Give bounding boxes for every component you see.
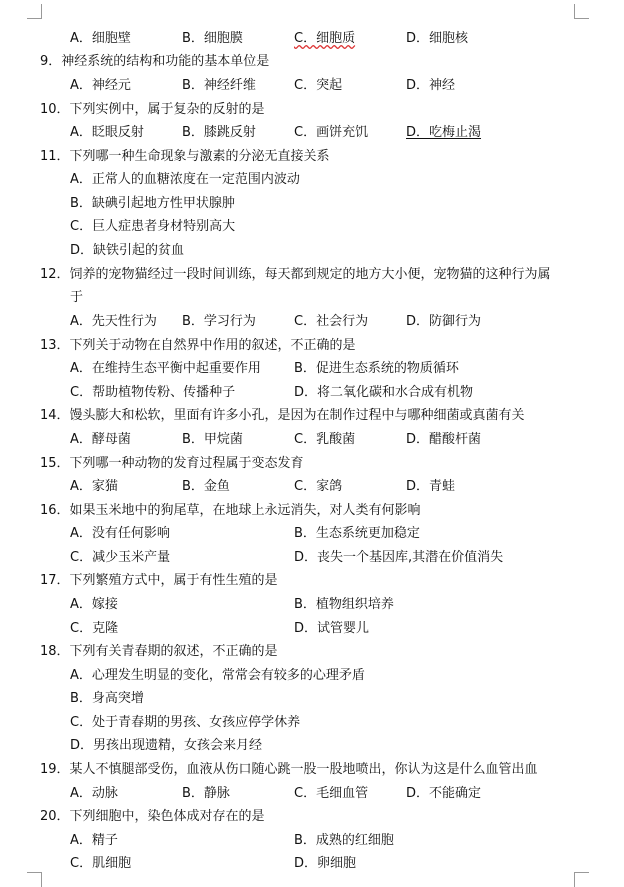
q17-option-c: C．克隆: [70, 621, 119, 636]
q15-option-b: B．金鱼: [182, 479, 230, 494]
q8-option-d: D．细胞核: [406, 31, 469, 46]
q11-stem: 11．下列哪一种生命现象与激素的分泌无直接关系: [40, 149, 330, 164]
q20-option-d: D．卵细胞: [294, 856, 357, 871]
q16-stem: 16．如果玉米地中的狗尾草，在地球上永远消失，对人类有何影响: [40, 503, 421, 518]
q15-option-a: A．家猫: [70, 479, 118, 494]
q20-option-a: A．精子: [70, 833, 118, 848]
q10-stem: 10．下列实例中，属于复杂的反射的是: [40, 102, 265, 117]
crop-mark-bottom-right: [574, 872, 589, 887]
q18-stem: 18．下列有关青春期的叙述，不正确的是: [40, 644, 278, 659]
q16-option-c: C．减少玉米产量: [70, 550, 171, 565]
q13-option-b: B．促进生态系统的物质循环: [294, 361, 459, 376]
q15-option-d: D．青蛙: [406, 479, 456, 494]
q17-stem: 17．下列繁殖方式中，属于有性生殖的是: [40, 573, 278, 588]
q19-option-c: C．毛细血管: [294, 786, 369, 801]
q15-stem: 15．下列哪一种动物的发育过程属于变态发育: [40, 456, 304, 471]
q8-option-c: C．细胞质: [294, 31, 356, 46]
q8-option-b: B．细胞膜: [182, 31, 243, 46]
q12-option-b: B．学习行为: [182, 314, 256, 329]
q8-option-a: A．细胞壁: [70, 31, 131, 46]
q9-option-b: B．神经纤维: [182, 78, 256, 93]
crop-mark-top-left: [27, 4, 42, 19]
q17-option-a: A．嫁接: [70, 597, 118, 612]
q16-option-d: D．丧失一个基因库,其潜在价值消失: [294, 550, 504, 565]
q10-option-c: C．画饼充饥: [294, 125, 369, 140]
q9-option-c: C．突起: [294, 78, 343, 93]
q18-option-b: B．身高突增: [70, 691, 144, 706]
q14-option-a: A．酵母菌: [70, 432, 131, 447]
q12-option-a: A．先天性行为: [70, 314, 157, 329]
q19-option-a: A．动脉: [70, 786, 118, 801]
q20-stem: 20．下列细胞中，染色体成对存在的是: [40, 809, 265, 824]
q10-option-a: A．眨眼反射: [70, 125, 144, 140]
crop-mark-bottom-left: [27, 872, 42, 887]
q18-option-a: A．心理发生明显的变化，常常会有较多的心理矛盾: [70, 668, 365, 683]
q19-option-b: B．静脉: [182, 786, 230, 801]
q20-option-c: C．肌细胞: [70, 856, 132, 871]
q19-stem: 19．某人不慎腿部受伤，血液从伤口随心跳一股一股地喷出，你认为这是什么血管出血: [40, 762, 538, 777]
q11-option-b: B．缺碘引起地方性甲状腺肿: [70, 196, 235, 211]
q10-option-b: B．膝跳反射: [182, 125, 256, 140]
q9-stem: 9．神经系统的结构和功能的基本单位是: [40, 54, 270, 69]
q12-option-c: C．社会行为: [294, 314, 369, 329]
q13-option-c: C．帮助植物传粉、传播种子: [70, 385, 236, 400]
q12-stem: 12．饲养的宠物猫经过一段时间训练，每天都到规定的地方大小便，宠物猫的这种行为属: [40, 267, 551, 282]
q15-option-c: C．家鸽: [294, 479, 343, 494]
q11-option-c: C．巨人症患者身材特别高大: [70, 219, 236, 234]
q16-option-a: A．没有任何影响: [70, 526, 170, 541]
q13-option-a: A．在维持生态平衡中起重要作用: [70, 361, 261, 376]
q18-option-d: D．男孩出现遗精，女孩会来月经: [70, 738, 263, 753]
q16-option-b: B．生态系统更加稳定: [294, 526, 420, 541]
q17-option-b: B．植物组织培养: [294, 597, 394, 612]
q13-stem: 13．下列关于动物在自然界中作用的叙述，不正确的是: [40, 338, 356, 353]
q13-option-d: D．将二氧化碳和水合成有机物: [294, 385, 474, 400]
q10-option-d: D．吃梅止渴: [406, 125, 482, 140]
q14-option-d: D．醋酸杆菌: [406, 432, 482, 447]
q20-option-b: B．成熟的红细胞: [294, 833, 394, 848]
q19-option-d: D．不能确定: [406, 786, 482, 801]
q11-option-d: D．缺铁引起的贫血: [70, 243, 185, 258]
q12-option-d: D．防御行为: [406, 314, 482, 329]
crop-mark-top-right: [574, 4, 589, 19]
q14-stem: 14．馒头膨大和松软，里面有许多小孔，是因为在制作过程中与哪种细菌或真菌有关: [40, 408, 525, 423]
q11-option-a: A．正常人的血糖浓度在一定范围内波动: [70, 172, 300, 187]
q9-option-a: A．神经元: [70, 78, 131, 93]
q17-option-d: D．试管婴儿: [294, 621, 370, 636]
q9-option-d: D．神经: [406, 78, 456, 93]
q12-stem-continued: 于: [70, 290, 84, 305]
q14-option-b: B．甲烷菌: [182, 432, 243, 447]
q14-option-c: C．乳酸菌: [294, 432, 356, 447]
q18-option-c: C．处于青春期的男孩、女孩应停学休养: [70, 715, 301, 730]
